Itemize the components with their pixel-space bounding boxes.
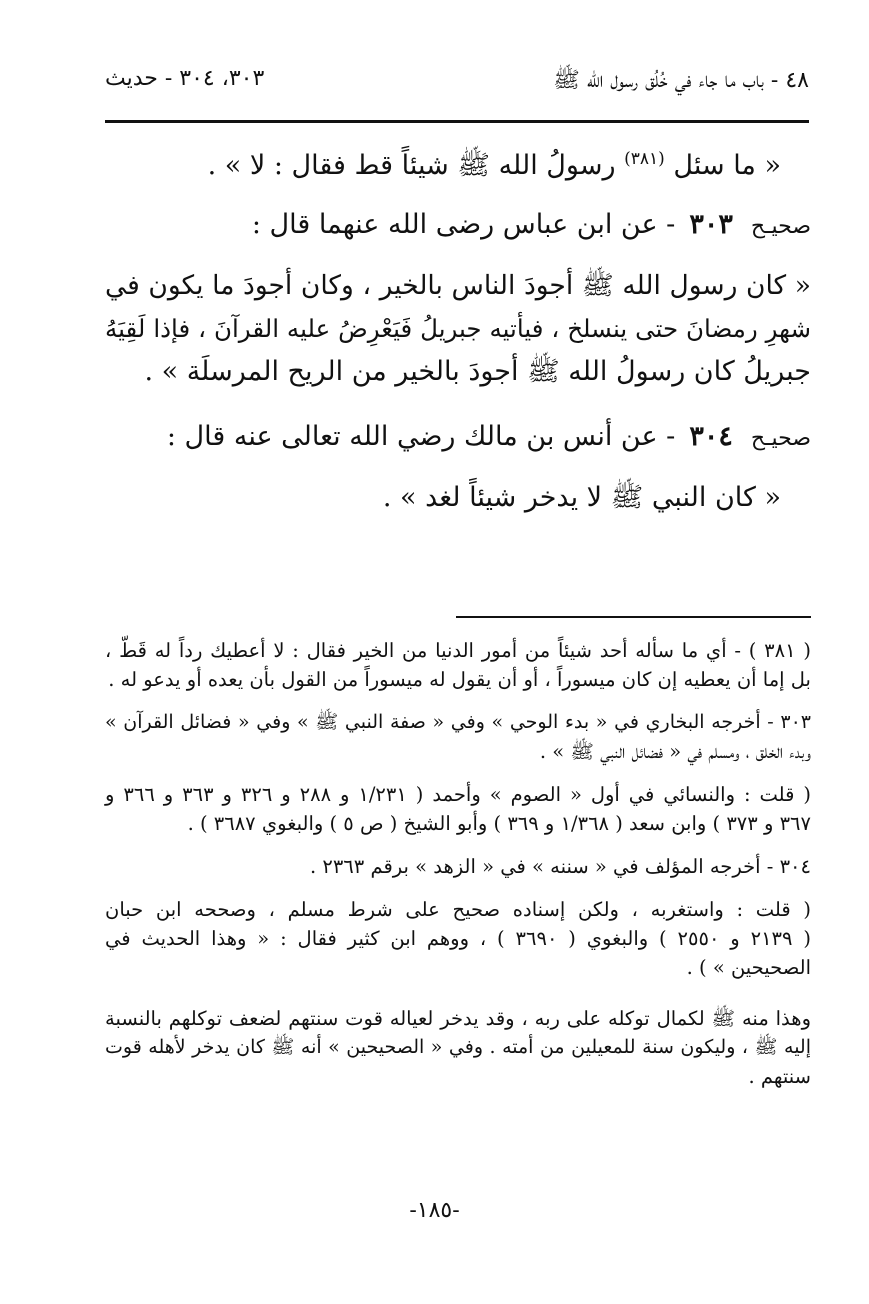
footnote — [105, 708, 811, 766]
hadith-number: ٣٠٣ — [689, 209, 733, 240]
commentary — [105, 1004, 811, 1091]
footnote-line: ( ٢١٣٩ و ٢٥٥٠ ) والبغوي ( ٣٦٩٠ ) ، ووهم ابن كثير فقال : « وهذا الحديث في — [105, 927, 811, 950]
footnote-rule — [456, 616, 811, 618]
hadith-range: ٣٠٣، ٣٠٤ - حديث — [105, 66, 265, 91]
hadith-grade: صحيـح — [750, 426, 811, 451]
footnote — [105, 895, 811, 982]
footnote-ref[interactable]: (٣٨١) — [624, 149, 665, 169]
hadith-heading — [105, 203, 811, 246]
header-rule — [105, 120, 809, 123]
hadith-isnad: - عن ابن عباس رضى الله عنهما قال : — [251, 209, 676, 240]
intro-line — [105, 138, 811, 181]
hadith-text — [105, 264, 811, 393]
running-header — [105, 66, 809, 106]
commentary-line: إليه ﷺ ، وليكون سنة للمعيلين من أمته . وفي « الصحيحين » أنه ﷺ كان يدخر لأهله قوت — [105, 1036, 811, 1058]
intro-rest: رسولُ الله ﷺ شيئاً قط فقال : لا » . — [207, 150, 616, 181]
chapter-title: ٤٨ - باب ما جاء في خُلُق رسول الله ﷺ — [553, 68, 809, 93]
hadith-number: ٣٠٤ — [689, 421, 733, 452]
intro-text: « ما سئل — [673, 150, 781, 181]
footnote — [105, 852, 811, 881]
hadith-line: « كان رسول الله ﷺ أجودَ الناس بالخير ، وكان أجودَ ما يكون في — [105, 270, 811, 301]
footnote-line: ٣٠٤ - أخرجه المؤلف في « سننه » في « الزهد » برقم ٢٣٦٣ . — [309, 855, 811, 878]
footnote — [105, 780, 811, 838]
commentary-line: وهذا منه ﷺ لكمال توكله على ربه ، وقد يدخر لعياله قوت سنتهم لضعف توكلهم بالنسبة — [105, 1007, 811, 1030]
hadith-line: شهرِ رمضانَ حتى ينسلخ ، فيأتيه جبريلُ فَيَعْرِضُ عليه القرآنَ ، فإذا لَقِيَهُ — [105, 314, 811, 343]
footnote — [105, 636, 811, 694]
page-number: -١٨٥- — [409, 1198, 460, 1223]
hadith-isnad: - عن أنس بن مالك رضي الله تعالى عنه قال : — [166, 421, 676, 452]
footnote-line: ٣٦٧ و ٣٧٣ ) وابن سعد ( ١/٣٦٨ و ٣٦٩ ) وأبو الشيخ ( ص ٥ ) والبغوي ٣٦٨٧ ) . — [187, 812, 811, 835]
footnotes — [105, 636, 811, 1105]
footnote-line: الصحيحين » ) . — [686, 956, 811, 979]
hadith-line: « كان النبي ﷺ لا يدخر شيئاً لغد » . — [382, 482, 781, 513]
hadith-heading — [105, 415, 811, 458]
footnote-line: ( قلت : والنسائي في أول « الصوم » وأحمد ( ١/٢٣١ و ٢٨٨ و ٣٢٦ و ٣٦٣ و ٣٦٦ و — [105, 783, 811, 806]
hadith-grade: صحيـح — [750, 214, 811, 239]
footnote-line: بل إما أن يعطيه إن كان ميسوراً ، أو أن يقول له ميسوراً من القول بأن يعده أو يدعو له . — [108, 668, 811, 691]
footnote-line: وبدء الخلق ، ومسلم في « فضائل النبي ﷺ » . — [539, 740, 811, 763]
footnote-line: ( ٣٨١ ) - أي ما سأله أحد شيئاً من أمور الدنيا من الخير فقال : لا أعطيك رداً له قَطّ ، — [105, 639, 811, 662]
commentary-line: سنتهم . — [748, 1065, 811, 1088]
main-text — [105, 138, 811, 519]
hadith-line: جبريلُ كان رسولُ الله ﷺ أجودَ بالخير من الريح المرسلَة » . — [144, 356, 811, 387]
footnote-line: ٣٠٣ - أخرجه البخاري في « بدء الوحي » وفي « صفة النبي ﷺ » وفي « فضائل القرآن » — [105, 711, 811, 733]
footnote-line: ( قلت : واستغربه ، ولكن إسناده صحيح على شرط مسلم ، وصححه ابن حبان — [105, 898, 811, 921]
hadith-text — [105, 476, 811, 519]
